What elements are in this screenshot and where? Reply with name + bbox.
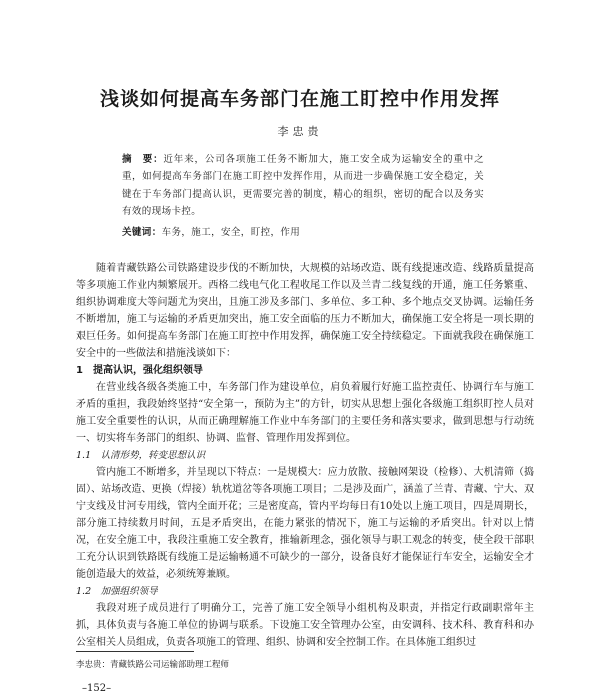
abstract-label: 摘 要： — [122, 154, 164, 165]
body-text — [76, 260, 534, 651]
footnote-divider — [76, 651, 194, 652]
keywords-line — [122, 224, 484, 241]
intro-paragraph: 随着青藏铁路公司铁路建设步伐的不断加快，大规模的站场改造、既有线提速改造、线路质量提高等多项施工作业内频繁展开。西格二线电气化工程收尾工作以及兰青二线复线的开通，施工任务繁重、组织协调难度大等问题尤为突出，且施工涉及多部门、多单位、多工种、多个地点交叉协调。运输任务不断增加，施工与运输的矛盾更加突出，施工安全面临的压力不断加大，确保施工安全将是一项长期的艰巨任务。如何提高车务部门在施工盯控中作用发挥，确保施工安全持续稳定。下面就我段在确保施工安全中的一些做法和措施浅谈如下： — [76, 263, 534, 359]
page-number: –152– — [82, 683, 112, 694]
author-footnote: 李忠贵：青藏铁路公司运输部助理工程师 — [76, 660, 230, 670]
section-heading-1: 1 提高认识，强化组织领导 — [76, 365, 203, 376]
section-1-paragraph: 在营业线各级各类施工中，车务部门作为建设单位，肩负着履行好施工监控责任、协调行车与施工矛盾的重担，我段始终坚持“安全第一，预防为主”的方针，切实从思想上强化各级施工组织盯控人员对施工安全重要性的认识，从而正确理解施工作业中车务部门的主要任务和落实要求，做到思想与行动统一、切实将车务部门的组织、协调、监督、管理作用发挥到位。 — [76, 382, 534, 444]
abstract-paragraph — [122, 151, 484, 220]
paper-title: 浅谈如何提高车务部门在施工盯控中作用发挥 — [99, 88, 500, 110]
subsection-1-2-paragraph: 我段对班子成员进行了明确分工，完善了施工安全领导小组机构及职责，并指定行政副职常年主抓，具体负责与各施工单位的协调与联系。下设施工安全管理办公室，由安调科、技术科、教育科和办公室相关人员组成，负责各项施工的管理、组织、协调和安全控制工作。在具体施工组织过 — [76, 603, 534, 648]
subsection-heading-1-1: 1.1 认清形势，转变思想认识 — [76, 450, 206, 461]
keywords-text: 车务，施工，安全，盯控，作用 — [161, 227, 301, 239]
subsection-1-1-paragraph: 管内施工不断增多，并呈现以下特点：一是规模大：应力放散、接触网架设（检修）、大机清筛（捣固）、站场改造、更换（焊接）轨枕道岔等各项施工项目；二是涉及面广，涵盖了兰青、青藏、宁大、双宁支线及甘河专用线，管内全面开花；三是密度高，管内平均每日有10处以上施工项目，四是周期长，部分施工持续数月时间，五是矛盾突出，在能力紧张的情况下，施工与运输的矛盾突出。针对以上情况，在安全施工中，我段注重施工安全教育，推输新理念，强化领导与职工观念的转变，使全段干部职工充分认识到铁路既有线施工是运输畅通不可缺少的一部分，设备良好才能保证行车安全，运输安全才能创造最大的效益，必须统筹兼顾。 — [76, 467, 534, 580]
subsection-heading-1-2: 1.2 加强组织领导 — [76, 586, 158, 597]
abstract-block — [122, 151, 484, 241]
author-name: 李忠贵 — [277, 125, 323, 138]
keywords-label: 关键词： — [122, 227, 162, 239]
abstract-text: 近年来，公司各项施工任务不断加大，施工安全成为运输安全的重中之重，如何提高车务部门在施工盯控中发挥作用，从而进一步确保施工安全稳定，关键在于车务部门提高认识，更需要完善的制度，精心的组织，密切的配合以及务实有效的现场卡控。 — [122, 154, 484, 217]
